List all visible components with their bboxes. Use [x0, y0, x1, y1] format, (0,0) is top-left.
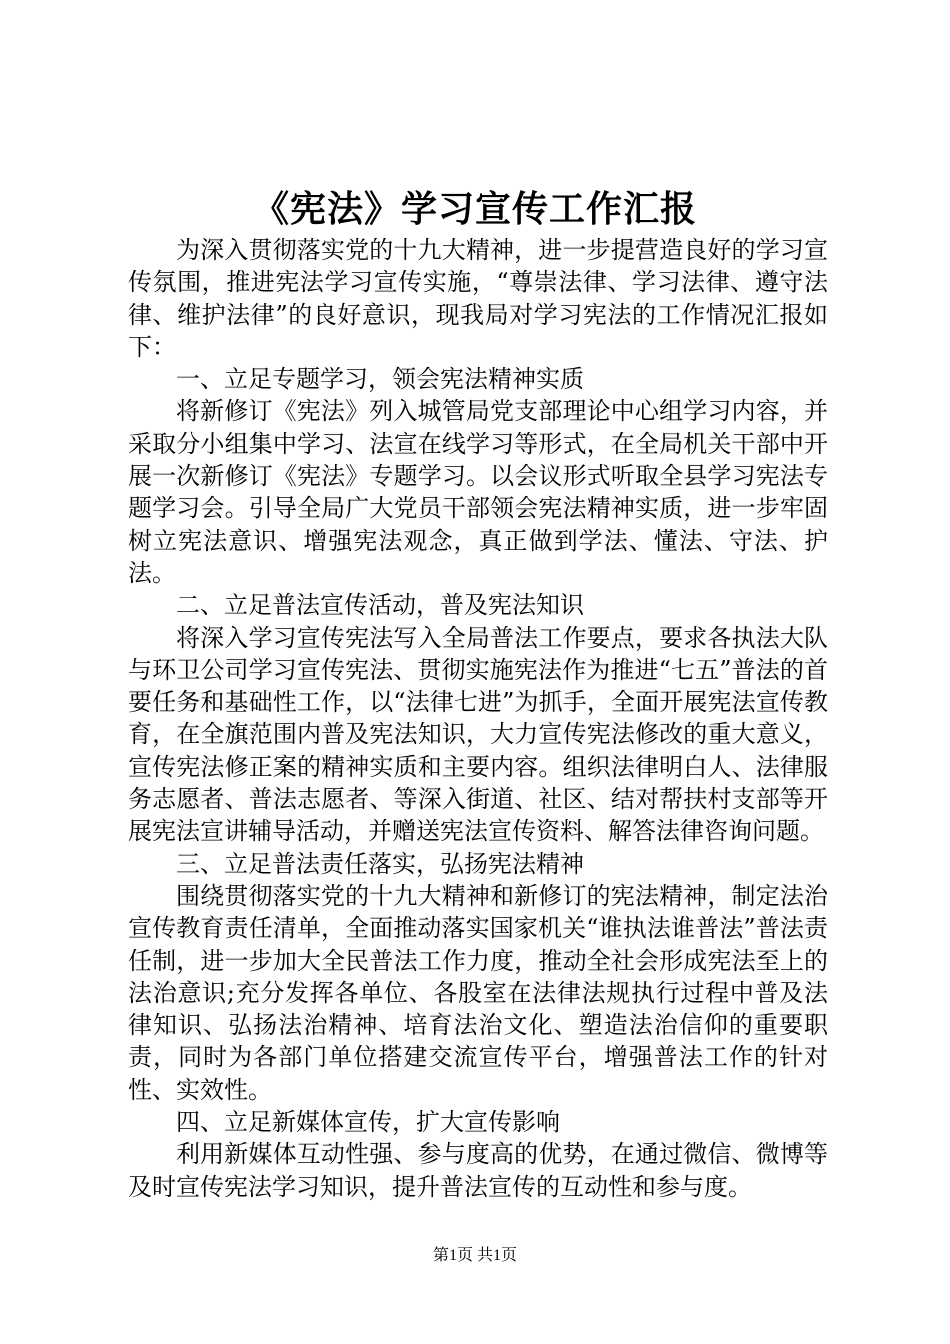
page-number-footer: 第1页 共1页 [432, 1247, 517, 1264]
section-heading-2: 二、立足普法宣传活动，普及宪法知识 [176, 591, 584, 620]
section-heading-3: 三、立足普法责任落实，弘扬宪法精神 [176, 849, 584, 878]
document-title: 《宪法》学习宣传工作汇报 [252, 188, 697, 230]
document-body [128, 234, 828, 1203]
section-paragraph-2: 将深入学习宣传宪法写入全局普法工作要点，要求各执法大队与环卫公司学习宣传宪法、贯彻实施宪法作为推进“七五”普法的首要任务和基础性工作，以“法律七进”为抓手，全面开展宪法宣传教育，在全旗范围内普及宪法知识，大力宣传宪法修改的重大意义，宣传宪法修正案的精神实质和主要内容。组织法律明白人、法律服务志愿者、普法志愿者、等深入街道、社区、结对帮扶村支部等开展宪法宣讲辅导活动，并赠送宪法宣传资料、解答法律咨询问题。 [128, 623, 828, 846]
section-heading-4: 四、立足新媒体宣传，扩大宣传影响 [176, 1108, 560, 1137]
section-heading-1: 一、立足专题学习，领会宪法精神实质 [176, 365, 584, 394]
section-paragraph-3: 围绕贯彻落实党的十九大精神和新修订的宪法精神，制定法治宣传教育责任清单，全面推动落实国家机关“谁执法谁普法”普法责任制，进一步加大全民普法工作力度，推动全社会形成宪法至上的法治意识;充分发挥各单位、各股室在法律法规执行过程中普及法律知识、弘扬法治精神、培育法治文化、塑造法治信仰的重要职责，同时为各部门单位搭建交流宣传平台，增强普法工作的针对性、实效性。 [128, 881, 828, 1104]
section-paragraph-1: 将新修订《宪法》列入城管局党支部理论中心组学习内容，并采取分小组集中学习、法宣在线学习等形式，在全局机关干部中开展一次新修订《宪法》专题学习。以会议形式听取全县学习宪法专题学习会。引导全局广大党员干部领会宪法精神实质，进一步牢固树立宪法意识、增强宪法观念，真正做到学法、懂法、守法、护法。 [128, 397, 828, 587]
intro-paragraph: 为深入贯彻落实党的十九大精神，进一步提营造良好的学习宣传氛围，推进宪法学习宣传实施，“尊崇法律、学习法律、遵守法律、维护法律”的良好意识，现我局对学习宪法的工作情况汇报如下： [128, 236, 828, 361]
section-paragraph-4: 利用新媒体互动性强、参与度高的优势，在通过微信、微博等及时宣传宪法学习知识，提升普法宣传的互动性和参与度。 [128, 1140, 828, 1201]
